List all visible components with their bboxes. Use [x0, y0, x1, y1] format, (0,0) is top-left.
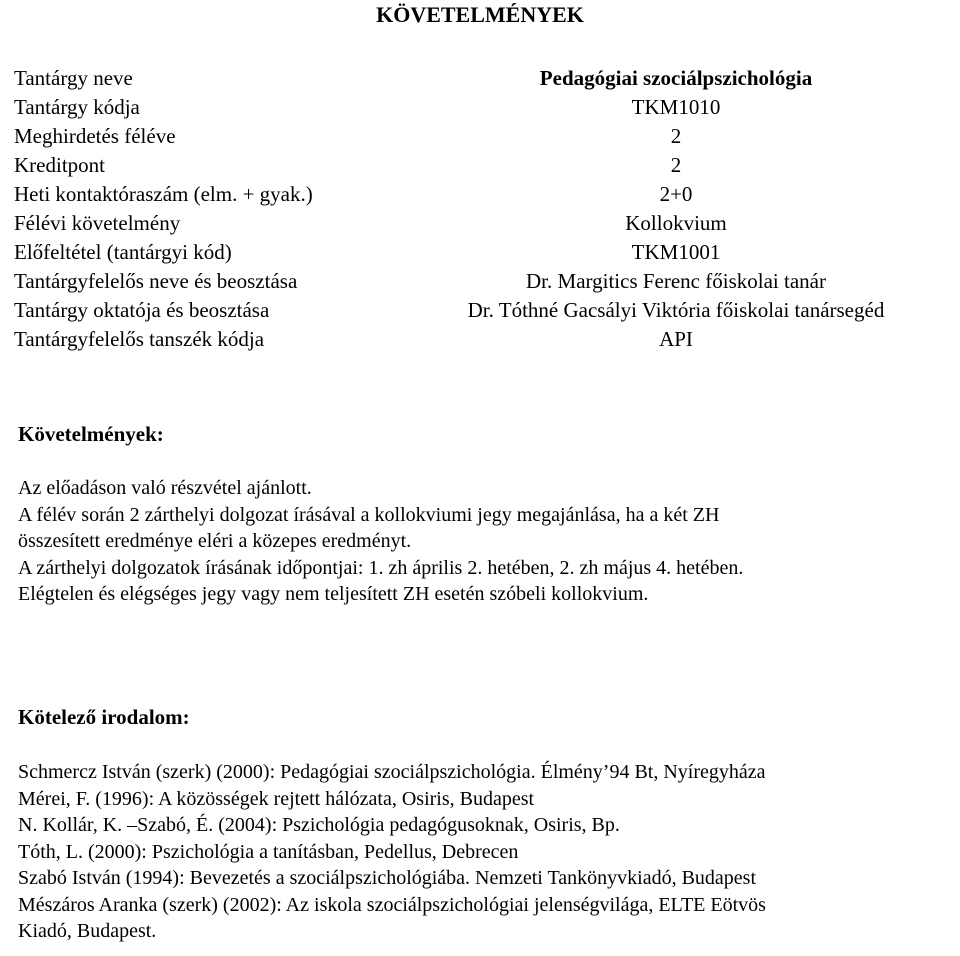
row-label: Heti kontaktóraszám (elm. + gyak.)	[14, 182, 313, 206]
literature-item: Tóth, L. (2000): Pszichológia a tanításban, Pedellus, Debrecen	[18, 840, 519, 863]
literature-item: Schmercz István (szerk) (2000): Pedagógiai szociálpszichológia. Élmény’94 Bt, Nyíregyháza	[18, 761, 766, 783]
requirements-heading: Követelmények:	[18, 422, 164, 446]
requirements-line: Az előadáson való részvétel ajánlott.	[18, 477, 312, 499]
row-label: Tantárgy kódja	[14, 95, 140, 119]
literature-item: Mészáros Aranka (szerk) (2002): Az iskola szociálpszichológiai jelenségvilága, ELTE Eötvös	[18, 893, 766, 916]
table-row	[12, 209, 952, 238]
table-row	[12, 238, 952, 267]
table-row	[12, 122, 952, 151]
table-row	[12, 325, 952, 354]
literature-item: Kiadó, Budapest.	[18, 920, 157, 942]
row-value: Dr. Tóthné Gacsályi Viktória főiskolai tanársegéd	[467, 298, 885, 322]
requirements-text	[18, 475, 948, 608]
requirements-line: A félév során 2 zárthelyi dolgozat írásával a kollokviumi jegy megajánlása, ha a két ZH	[18, 503, 720, 526]
row-value: Dr. Margitics Ferenc főiskolai tanár	[526, 269, 826, 293]
row-value: TKM1010	[631, 95, 721, 119]
page-title: KÖVETELMÉNYEK	[376, 2, 584, 27]
row-label: Tantárgy neve	[14, 66, 133, 90]
row-label: Tantárgy oktatója és beosztása	[14, 298, 270, 322]
row-label: Tantárgyfelelős tanszék kódja	[14, 327, 265, 351]
row-value: Pedagógiai szociálpszichológia	[539, 66, 813, 90]
row-value: API	[659, 327, 693, 351]
literature-heading: Kötelező irodalom:	[18, 705, 190, 729]
literature-item: Szabó István (1994): Bevezetés a szociálpszichológiába. Nemzeti Tankönyvkiadó, Budapest	[18, 867, 757, 889]
row-value: 2	[670, 153, 682, 177]
row-label: Előfeltétel (tantárgyi kód)	[14, 240, 232, 264]
row-value: TKM1001	[631, 240, 721, 264]
requirements-line: A zárthelyi dolgozatok írásának időpontjai: 1. zh április 2. hetében, 2. zh május 4. hetében.	[18, 556, 744, 579]
row-value: Kollokvium	[625, 211, 727, 235]
literature-item: N. Kollár, K. –Szabó, É. (2004): Pszichológia pedagógusoknak, Osiris, Bp.	[18, 814, 620, 836]
table-row	[12, 93, 952, 122]
row-label: Tantárgyfelelős neve és beosztása	[14, 269, 298, 293]
literature-list	[18, 759, 948, 945]
row-label: Meghirdetés féléve	[14, 124, 176, 148]
row-value: 2	[670, 124, 682, 148]
table-row	[12, 151, 952, 180]
table-row	[12, 64, 952, 93]
table-row	[12, 180, 952, 209]
requirements-line: Elégtelen és elégséges jegy vagy nem teljesített ZH esetén szóbeli kollokvium.	[18, 583, 649, 605]
requirements-line: összesített eredménye eléri a közepes eredményt.	[18, 530, 412, 552]
literature-item: Mérei, F. (1996): A közösségek rejtett hálózata, Osiris, Budapest	[18, 787, 535, 810]
row-label: Félévi követelmény	[14, 211, 181, 235]
row-value: 2+0	[659, 182, 693, 206]
table-row	[12, 267, 952, 296]
course-info-table	[12, 64, 952, 354]
table-row	[12, 296, 952, 325]
row-label: Kreditpont	[14, 153, 105, 177]
